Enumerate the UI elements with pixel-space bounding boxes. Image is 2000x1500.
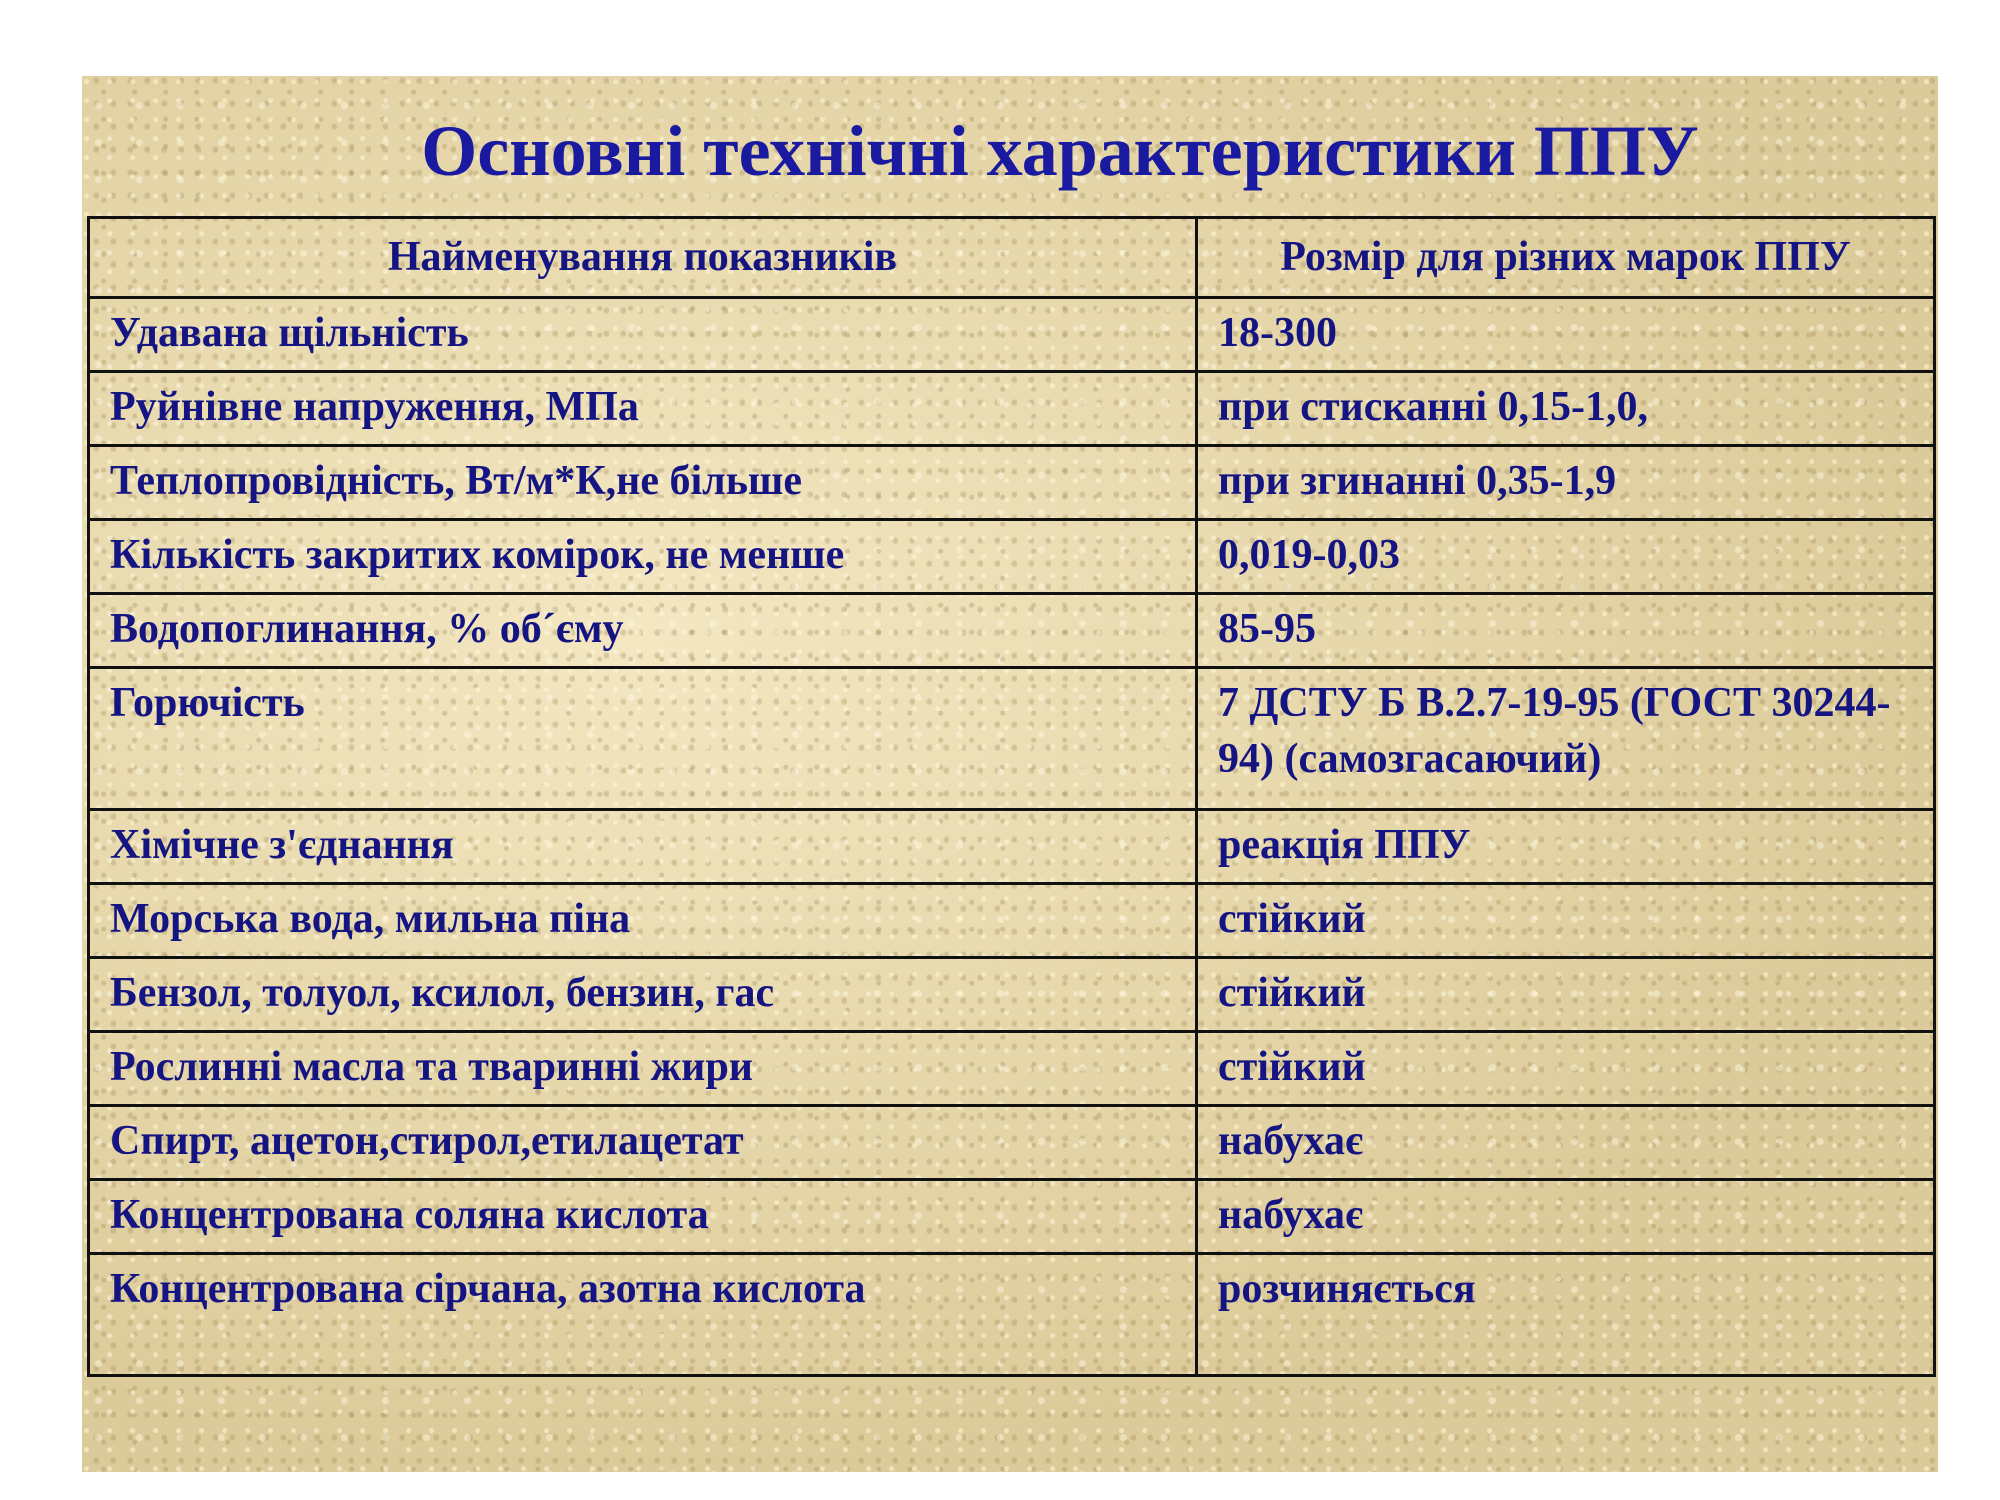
table-row: [89, 298, 1935, 372]
indicator-cell: Рослинні масла та тваринні жири: [89, 1032, 1197, 1106]
table-row: [89, 520, 1935, 594]
indicator-cell: Удавана щільність: [89, 298, 1197, 372]
value-cell: при стисканні 0,15-1,0,: [1197, 372, 1935, 446]
indicator-cell: Морська вода, мильна піна: [89, 884, 1197, 958]
value-cell: набухає: [1197, 1106, 1935, 1180]
table-row: [89, 1180, 1935, 1254]
value-cell: 85-95: [1197, 594, 1935, 668]
value-cell: набухає: [1197, 1180, 1935, 1254]
header-cell-value: Розмір для різних марок ППУ: [1197, 218, 1935, 298]
indicator-cell: Спирт, ацетон,стирол,етилацетат: [89, 1106, 1197, 1180]
slide-title: Основні технічні характеристики ППУ: [421, 111, 1699, 191]
table-row: [89, 1254, 1935, 1376]
specs-table: [87, 216, 1936, 1377]
indicator-cell: Кількість закритих комірок, не менше: [89, 520, 1197, 594]
table-row: [89, 668, 1935, 810]
table-row: [89, 1032, 1935, 1106]
indicator-cell: Водопоглинання, % об´єму: [89, 594, 1197, 668]
table-row: [89, 958, 1935, 1032]
table-header-row: [89, 218, 1935, 298]
indicator-cell: Концентрована сірчана, азотна кислота: [89, 1254, 1197, 1376]
table-row: [89, 884, 1935, 958]
value-cell: розчиняється: [1197, 1254, 1935, 1376]
table-row: [89, 1106, 1935, 1180]
value-cell: 7 ДСТУ Б В.2.7-19-95 (ГОСТ 30244-94) (самозгасаючий): [1197, 668, 1935, 810]
table-row: [89, 446, 1935, 520]
indicator-cell: Горючість: [89, 668, 1197, 810]
value-cell: стійкий: [1197, 1032, 1935, 1106]
value-cell: 18-300: [1197, 298, 1935, 372]
table-row: [89, 372, 1935, 446]
value-cell: стійкий: [1197, 884, 1935, 958]
header-cell-indicator: Найменування показників: [89, 218, 1197, 298]
indicator-cell: Теплопровідність, Вт/м*К,не більше: [89, 446, 1197, 520]
value-cell: 0,019-0,03: [1197, 520, 1935, 594]
value-cell: реакція ППУ: [1197, 810, 1935, 884]
table-row: [89, 810, 1935, 884]
value-cell: при згинанні 0,35-1,9: [1197, 446, 1935, 520]
table-row: [89, 594, 1935, 668]
value-cell: стійкий: [1197, 958, 1935, 1032]
indicator-cell: Концентрована соляна кислота: [89, 1180, 1197, 1254]
slide: [82, 76, 1938, 1472]
indicator-cell: Хімічне з'єднання: [89, 810, 1197, 884]
indicator-cell: Руйнівне напруження, МПа: [89, 372, 1197, 446]
indicator-cell: Бензол, толуол, ксилол, бензин, гас: [89, 958, 1197, 1032]
